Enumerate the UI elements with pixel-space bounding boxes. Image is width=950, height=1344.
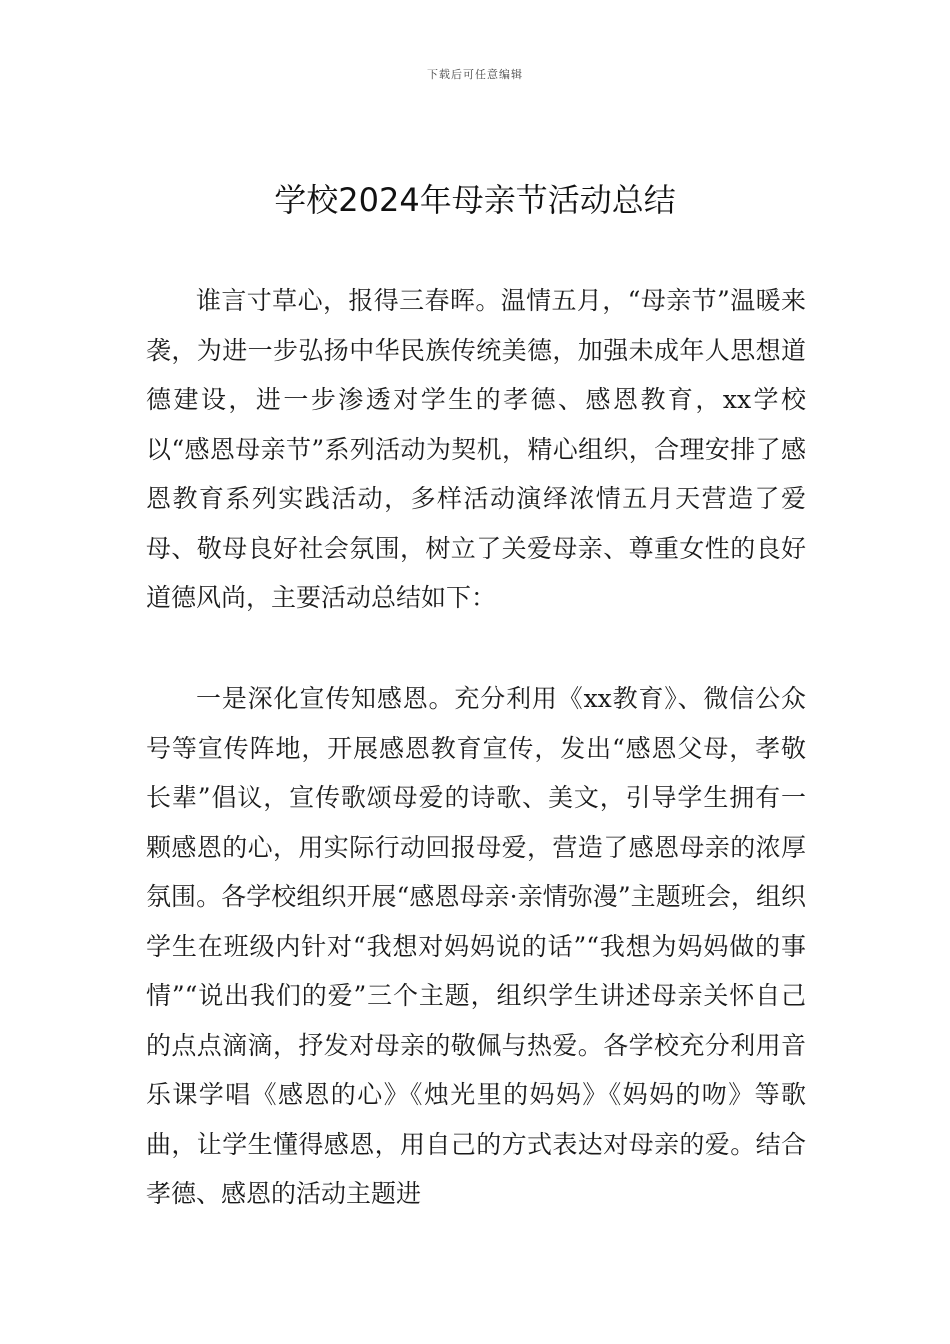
document-title: 学校2024年母亲节活动总结 (274, 181, 676, 219)
header-note: 下载后可任意编辑 (427, 68, 523, 81)
paragraph-intro: 谁言寸草心，报得三春晖。温情五月，“母亲节”温暖来袭，为进一步弘扬中华民族传统美德，加强未成年人思想道德建设，进一步渗透对学生的孝德、感恩教育，xx学校以“感恩母亲节”系列活动为契机，精心组织，合理安排了感恩教育系列实践活动，多样活动演绎浓情五月天营造了爱母、敬母良好社会氛围，树立了关爱母亲、尊重女性的良好道德风尚，主要活动总结如下： (146, 286, 806, 612)
paragraph-publicity: 一是深化宣传知感恩。充分利用《xx教育》、微信公众号等宣传阵地，开展感恩教育宣传，发出“感恩父母，孝敬长辈”倡议，宣传歌颂母爱的诗歌、美文，引导学生拥有一颗感恩的心，用实际行动回报母爱，营造了感恩母亲的浓厚氛围。各学校组织开展“感恩母亲·亲情弥漫”主题班会，组织学生在班级内针对“我想对妈妈说的话”“我想为妈妈做的事情”“说出我们的爱”三个主题，组织学生讲述母亲关怀自己的点点滴滴，抒发对母亲的敬佩与热爱。各学校充分利用音乐课学唱《感恩的心》《烛光里的妈妈》《妈妈的吻》等歌曲，让学生懂得感恩，用自己的方式表达对母亲的爱。结合孝德、感恩的活动主题进 (146, 684, 806, 1208)
